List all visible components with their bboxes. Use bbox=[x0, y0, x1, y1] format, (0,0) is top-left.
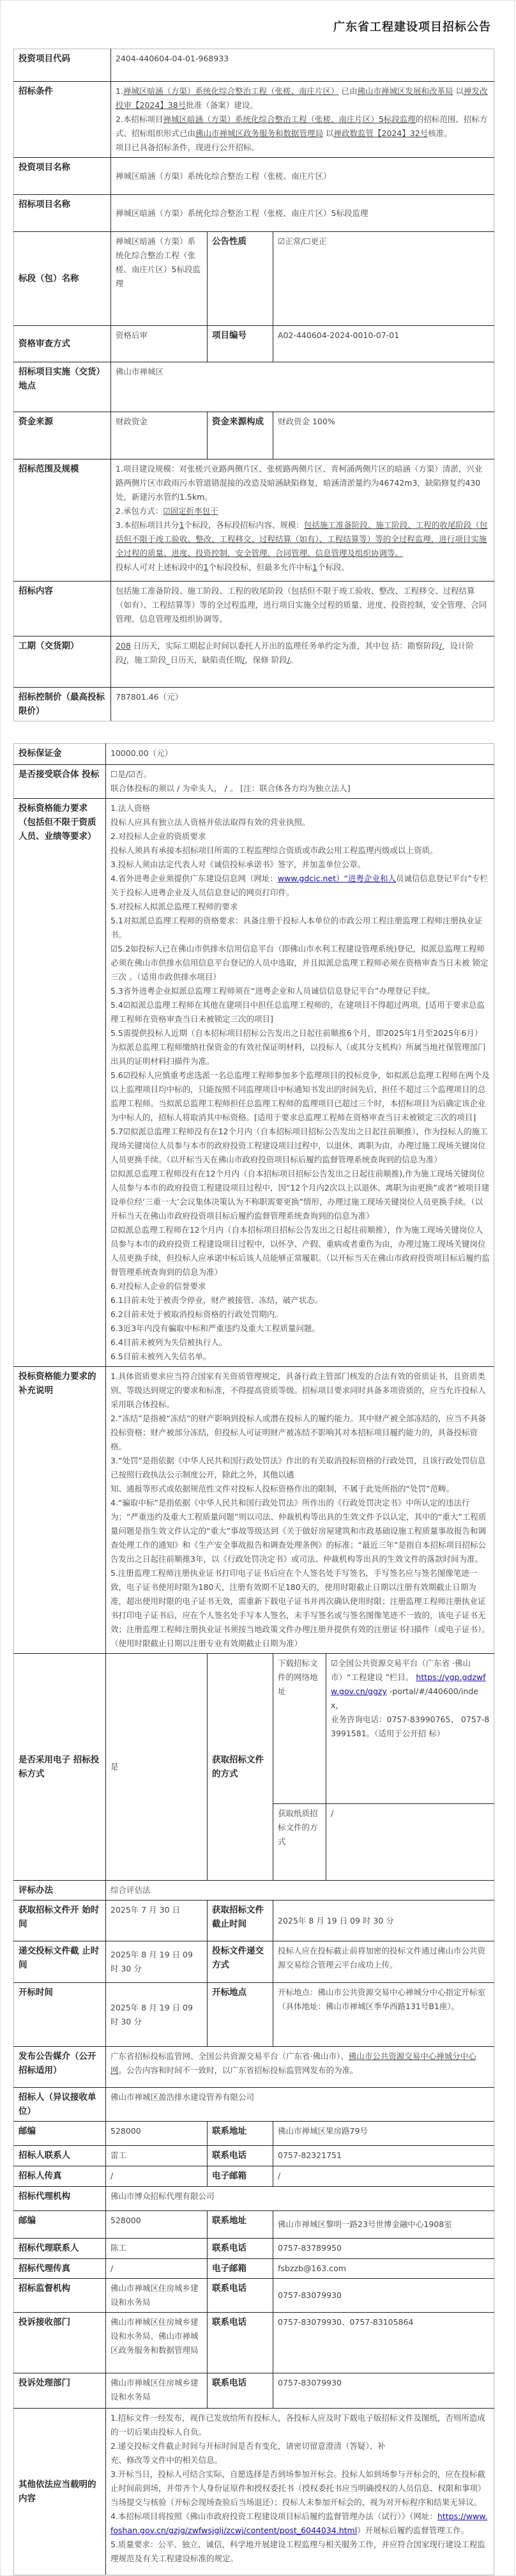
value: 资格后审 bbox=[111, 326, 208, 362]
row-tenderer bbox=[14, 2088, 494, 2122]
period-text bbox=[111, 636, 494, 688]
text: 4.“骗取中标”是指依据《中华人民共和国行政处罚法》所作出的《行政处罚决定书》中所认定的违法行为；“严重违约及重大工程质量问题”则以司法、仲裁机构等出具的生效文件予以认定，其中的“重大”工程质量问题是指生效文件认定的“重大”事故等级达到《关于做好房屋建筑和市政基础设施工程质量事故报告和调查处理工作的通知》和《生产安全事故报告和调查处理条例》的标准；“最近三年”是指自本招标项目招标公告发出之日起往前顺推3年，以《行政处罚决定书》或司法、仲裁机构等出具的生效文件的落款时间为准。 bbox=[110, 1498, 487, 1564]
row-complaint-handle bbox=[14, 2373, 494, 2409]
label: 联系电话 bbox=[208, 2279, 273, 2313]
value: 佛山市禅城区住房城乡建设和水务局 bbox=[106, 2279, 208, 2313]
text: 6.2目前未处于被取消投标资格的行政处罚期内。 bbox=[110, 1309, 283, 1319]
text: 佛山市禅城区政务服务和数据管理局 bbox=[195, 128, 324, 138]
project-info-table bbox=[13, 49, 494, 721]
label: 开标地点 bbox=[208, 1983, 273, 2047]
value: 禅城区暗涵（方渠）系统化综合整治工程（张槎、南庄片区） bbox=[111, 158, 494, 195]
row-other bbox=[14, 2409, 494, 2575]
label: 投诉处理部门 bbox=[14, 2373, 106, 2409]
label: 投标资格能力要求（包括但不限于资质人员、业绩等要求） bbox=[14, 799, 106, 1367]
value: 0757-83079930 bbox=[273, 2373, 494, 2409]
text: 已由 bbox=[341, 86, 358, 96]
row-deposit bbox=[14, 744, 494, 765]
label: 招标人（异议接收单位） bbox=[14, 2088, 106, 2122]
text: 5.6☑投标人应慎重考虑选派一名总监理工程师参加多个监理项目的投标竞争，如拟派总监理工程师在两个及以上监理项目均中标的，只能按照不同监理项目中标通知书发出的时间先后，担任不超过三个监理项目的总监理工程师。当拟派总监理工程师担任总监理工程师的监理项目已超过三个时，本招标项目为后确定该企业为中标人的，招标人将取消其中标资格。[适用于要求总监理工程师在资格审查当日未被锁定三次的项目] bbox=[110, 1070, 490, 1122]
label: 开标时间 bbox=[14, 1983, 106, 2047]
text: 2.对投标人企业的资质要求 bbox=[110, 831, 206, 841]
text: 包括施工准备阶段、施工阶段、工程的收尾阶段（包括但不限于竣工验收、整改、工程移交、过程结算（如有）、工程结算等）等的全过程监理，进行项目实施全过程的质量、进度、投资控制，安全管理、合同管理、信息管理及组织协调等。 bbox=[116, 520, 488, 558]
text: 个标段投标，但最多允许中标 bbox=[208, 562, 312, 572]
text: 2.“冻结”是指被“冻结”的财产影响到投标人或潜在投标人的履约能力。其中财产被全部冻结的，应当不具备投标资格；财产被部分冻结，但投标人可证明财产被冻结不影响其对本招标项目履约能力的，具备投标资格。 bbox=[110, 1414, 486, 1451]
value: 2025年 8 月 19 日 09 时 30 分 bbox=[106, 1983, 208, 2047]
row-qualification bbox=[14, 326, 494, 362]
label: 招标项目名称 bbox=[14, 195, 111, 232]
label: 资格审查方式 bbox=[14, 326, 111, 362]
text: ，保修 阶段 bbox=[245, 655, 287, 665]
value: 528000 bbox=[106, 2211, 208, 2239]
label: 投标文件递交方式 bbox=[208, 1941, 273, 1983]
value: 佛山市禅城区住房城乡建设和水务局、佛山市禅城区政务服务和数据管理局 bbox=[106, 2313, 208, 2373]
text: 禅城区暗涵（方渠）系统化综合整治工程（张槎、南庄片区） bbox=[123, 86, 339, 96]
row-agency-zip bbox=[14, 2211, 494, 2239]
text: 投标人须具有承接本招标项目所需的工程监理综合资质或市政公用工程监理丙级或以上资质。 bbox=[110, 845, 438, 855]
text: 5.质量要求：公平、独立、诚信、科学地开展建设工程监理与相关服务工作，并应符合国家现行建设工程监理规范及有关工程建设标准的规定。 bbox=[110, 2540, 485, 2563]
text: 6.4目前未被列为失信被执行人。 bbox=[110, 1338, 227, 1347]
value: 10000.00（元） bbox=[106, 744, 494, 765]
text: 日历天，实际工期起止时间以委托人开出的监理任务单约定为准，其中包 括：勘察阶段 bbox=[133, 641, 439, 651]
text: 1. bbox=[116, 86, 123, 96]
label: 联系电话 bbox=[208, 2373, 273, 2409]
value: 陈工 bbox=[106, 2239, 208, 2259]
media-text bbox=[106, 2047, 494, 2088]
label: 资金来源 bbox=[14, 412, 111, 459]
row-tenderer-fax bbox=[14, 2166, 494, 2187]
text: / bbox=[287, 655, 290, 665]
text: 投标人应具有独立法人资格并依法取得有效的营业执照。 bbox=[110, 817, 310, 827]
value: 0757-82321751 bbox=[273, 2146, 494, 2166]
text: 5.5需提供投标人近期（自本招标项目招标公告发出之日起往前顺推6个月，即2025年1月至2025年6月）为拟派总监理工程师缴纳社保资金的有效社保证明材料，以投标人（或其分支机构）所属当地社保管理部门出具的证明材料扫描件为准。 bbox=[110, 1028, 486, 1066]
value: A02-440604-2024-0010-07-01 bbox=[273, 326, 494, 362]
text: 6.对投标人企业的信誉要求 bbox=[110, 1281, 206, 1291]
label: 获取招标文件截止时间 bbox=[208, 1901, 273, 1941]
row-supervision bbox=[14, 2279, 494, 2313]
value: fsbzzb@163.com bbox=[273, 2259, 494, 2279]
label: 招标代理机构 bbox=[14, 2187, 106, 2211]
value: 佛山市博众招标代理有限公司 bbox=[106, 2187, 494, 2211]
label: 标段（包）名称 bbox=[14, 232, 111, 326]
text: -portal/#/440600/index， bbox=[331, 1686, 478, 1710]
text: 2.递交投标文件截止时间与开标时间是否有变化，请密切留意澄清（答疑）、补 bbox=[110, 2441, 386, 2451]
text: 以 bbox=[455, 86, 464, 96]
announcement-nature-checkbox: ☑正常/☐更正 bbox=[273, 232, 494, 326]
row-conditions bbox=[14, 82, 494, 158]
row-complaint-recv bbox=[14, 2313, 494, 2373]
row-period bbox=[14, 636, 494, 688]
label: 招标人传真 bbox=[14, 2166, 106, 2187]
label: 邮编 bbox=[14, 2211, 106, 2239]
row-invest-code bbox=[14, 49, 494, 82]
label: 联系地址 bbox=[208, 2211, 273, 2239]
text: 2.承包方式： bbox=[116, 506, 163, 516]
text: 6.3近3年内没有骗取中标和严重违约及重大工程质量问题。 bbox=[110, 1323, 320, 1333]
value: 财政资金 bbox=[111, 412, 208, 459]
text: 5.对投标人拟派总监理工程师的要求 bbox=[110, 902, 238, 911]
text: ，施工阶段_日历天，缺陷责任期 bbox=[126, 655, 242, 665]
text: 5.4☑拟派总监理工程师在其他在建项目中担任总监理工程师的，在建项目不得超过两项。[适用于要求总监理工程师在资格审查当日未被锁定三次的项目] bbox=[110, 1000, 485, 1024]
text: 知、通报等形式或依据规范性文件对投标人投标资格作出的限制，不属于此处所指的“处罚”范畴。 bbox=[110, 1484, 454, 1493]
text: ☑5.2如投标人已在佛山市供排水信用信息平台（即佛山市水利工程建设管理系统)登记，拟派总监理工程师必须在佛山市供排水信用信息平台登记的人员中选取，并且拟派总监理工程师必须在资格审查当日未被 锁定三次 。（适用市政供排水项目） bbox=[110, 944, 489, 982]
text: 5.注册监理工程师注册执业证书打印电子证书后应在个人签名处手写签名，手写签名应与签名图像笔迹一致，电子证书使用时限为180天，注册有效期不足180天的，使用时限截止日期以注册有效期截止日期为准，超出使用时限的电子证书无效，需重新下载电子证书并再次确认使用时限；注册监理工程师注册执业证书打印电子证书后，应在个人签名处手写本人签名，未手写签名或与签名图像笔迹不一致的，该电子证书无效；注册监理工程师注册执业证书须按当地政策文件办理注册并提供有效的注册证书扫描件（或电子证书）。（使用时限截止日期以注册专业有效期截止日期为准） bbox=[110, 1568, 490, 1648]
text: 5.3省外进粤企业拟派总监理工程师须在“进粤企业和人员诚信信息登记平台”办理登记手续。 bbox=[110, 986, 435, 996]
download-text bbox=[326, 1654, 494, 1804]
text: 5.1对拟派总监理工程师的资格要求：具备注册于投标人本单位的市政公用工程注册监理工程师注册执业证书。 bbox=[110, 916, 483, 939]
requirements-text bbox=[106, 799, 494, 1367]
ggzy-portal-link[interactable]: https://ygp.gdzwfw.gov.cn/ggzy bbox=[331, 1672, 486, 1696]
label: 是否接受联合体 投标 bbox=[14, 765, 106, 799]
label: 投资项目名称 bbox=[14, 158, 111, 195]
label: 投诉接收部门 bbox=[14, 2313, 106, 2373]
other-text bbox=[106, 2409, 494, 2575]
value: 是 bbox=[106, 1654, 208, 1881]
label: 招标范围及规模 bbox=[14, 459, 111, 582]
value: 0757-83079930、0757-83105864 bbox=[273, 2313, 494, 2373]
text: 禅发改投审【2024】38号 bbox=[116, 86, 488, 110]
label: 是否采用电子 招标投标方式 bbox=[14, 1654, 106, 1881]
row-agency bbox=[14, 2187, 494, 2211]
value: 528000 bbox=[106, 2122, 208, 2146]
text: 。 bbox=[289, 655, 298, 665]
row-tender-name bbox=[14, 195, 494, 232]
label: 联系电话 bbox=[208, 2239, 273, 2259]
value: 0757-83789950 bbox=[273, 2239, 494, 2259]
value: / bbox=[326, 1804, 494, 1881]
row-tenderer-zip bbox=[14, 2122, 494, 2146]
label: 资金来源构成 bbox=[208, 412, 273, 459]
text: 208 bbox=[116, 641, 131, 651]
text: / bbox=[123, 655, 126, 665]
consortium-checkbox: ☐是/☑否。 bbox=[110, 769, 152, 779]
text: 3.投标人须由法定代表人对《诚信投标承诺书》签字，并加盖单位公章。 bbox=[110, 860, 366, 869]
text: 禅政数监管【2024】32号 bbox=[333, 128, 429, 138]
value: 0757-83079930 bbox=[273, 2279, 494, 2313]
value: 综合评估法 bbox=[106, 1881, 494, 1901]
text: 批准（备案）建设。 bbox=[186, 100, 258, 110]
text: 的招标范围、招标方式、招标组织形式已由 bbox=[116, 114, 488, 138]
text: 充、修改等文件中的相关信息。 bbox=[110, 2455, 223, 2465]
text: 。公告内容和时间不一致时，以广东省招标投标监管网发布的为准。 bbox=[118, 2065, 358, 2075]
label: 投标保证金 bbox=[14, 744, 106, 765]
label: 获取招标文件的方式 bbox=[208, 1654, 273, 1881]
label: 招标代理联系人 bbox=[14, 2239, 106, 2259]
text: 1 bbox=[203, 562, 209, 572]
row-electronic bbox=[14, 1654, 494, 1804]
text: 3.本招标项目共分 bbox=[116, 520, 179, 530]
scope-text bbox=[111, 459, 494, 582]
text: 投标人可对上述标段中的 bbox=[116, 562, 204, 572]
supplement-text bbox=[106, 1367, 494, 1654]
row-control-price bbox=[14, 688, 494, 721]
text: 2.本招标项目 bbox=[116, 114, 163, 124]
value: 佛山市禅城区盈浩排水建设管养有限公司 bbox=[106, 2088, 494, 2122]
text: 4.省外进粤企业须提供广东建设信息网（网址： bbox=[110, 874, 278, 883]
text: 员诚信信息登记平台”专栏关于投标人进粤企业及人员信息登记的网页打印件。 bbox=[110, 874, 488, 897]
text bbox=[110, 872, 490, 900]
row-content bbox=[14, 582, 494, 636]
label: 招标内容 bbox=[14, 582, 111, 636]
row-media bbox=[14, 2047, 494, 2088]
value: 佛山市禅城区果房路79号 bbox=[273, 2122, 494, 2146]
value: 雷工 bbox=[106, 2146, 208, 2166]
text: 1 bbox=[312, 562, 317, 572]
text: 核准。 bbox=[428, 128, 452, 138]
label: 获取招标文件开 始时间 bbox=[14, 1901, 106, 1941]
row-funding bbox=[14, 412, 494, 459]
label: 招标人联系人 bbox=[14, 2146, 106, 2166]
text: 项目已具备招标条件，现进行公开招标。 bbox=[116, 143, 260, 152]
tender-details-table bbox=[13, 743, 494, 2575]
row-opening bbox=[14, 1983, 494, 2047]
text: 个标段，各标段招标内容、规模： bbox=[184, 520, 304, 530]
row-agency-fax bbox=[14, 2259, 494, 2279]
text: 5.7☑拟派总监理工程师没有在12个月内（自本招标项目招标公告发出之日起往前顺推），作为投标人的施工现场关键岗位人员参与本市的政府投资工程建设项目过程中，以退休、离职为由，办理过施工现场关键岗位人员更换手续。（以开标当天在佛山市政府投资项目标后履约监督管理系统查询到的信息为准） bbox=[110, 1127, 488, 1164]
label: 电子邮箱 bbox=[208, 2166, 273, 2187]
text: 1.项目建设规模：对张槎兴业路两侧片区、张槎路两侧片区、青柯涌两侧片区的暗涵（方渠）清淤，兴业路两侧片区市政雨污水管道错混接的改造及暗涵缺陷修复，暗涵清淤量约为46742m3，缺陷修复约430处，新建污水管约1.5km。 bbox=[116, 464, 483, 502]
text: 佛山市公共资源交易中心禅城分中心网 bbox=[110, 2051, 476, 2075]
label: 发布公告媒介（公开招标适用） bbox=[14, 2047, 106, 2088]
text: 6.5目前未被列入失信名单。 bbox=[110, 1352, 211, 1361]
value: 787801.46（元） bbox=[111, 688, 494, 721]
text: ☑全国公共资源交易平台（广东省 ·佛山市）“工程建设 ”栏目。 bbox=[331, 1658, 471, 1682]
label: 招标控制价（最高投标限价） bbox=[14, 688, 111, 721]
label: 招标项目实施（交货）地点 bbox=[14, 362, 111, 412]
value: 开标地点：佛山市公共资源交易中心禅城分中心指定开标室（具体地址：佛山市禅城区季华西路131号B1座）。 bbox=[273, 1983, 494, 2047]
value: 佛山市禅城区 bbox=[111, 362, 494, 412]
text: 6.1目前未处于被责令停业，财产被接管、冻结，破产状态。 bbox=[110, 1295, 323, 1305]
text: / bbox=[242, 655, 245, 665]
value: 包括施工准备阶段、施工阶段、工程的收尾阶段（包括但不限于竣工验收、整改、工程移交、过程结算（如有）、工程结算等）等的全过程监理，进行项目实施全过程的质量、进度、投资控制，安全管理、合同管理、信息管理及组织协调等。 bbox=[111, 582, 494, 636]
text: ，设计阶段 bbox=[116, 641, 474, 665]
text: 1.具体资质要求应当符合国家有关资质管理规定，具备行政主管部门核发的合法有效的资质证书，且资质类别、等级达到规定的要求和标准，不得提高资质等级。招标项目要求同时具备多项资质的，应当允许投标人采用联合体投标。 bbox=[110, 1371, 486, 1409]
text: 业务咨询电话：0757-83990765、 0757-83991581。（适用于公开招 标） bbox=[331, 1715, 490, 1738]
value: 禅城区暗涵（方渠）系统化综合整治工程（张槎、南庄片区）5标段监理 bbox=[111, 232, 208, 326]
text: 禅城区暗涵（方渠）系统化综合整治工程（张槎、南庄片区）5标段监理 bbox=[163, 114, 416, 124]
label: 工期（交货期） bbox=[14, 636, 111, 688]
value: 2025年 8 月 19 日 09 时 30 分 bbox=[273, 1901, 494, 1941]
value: / bbox=[273, 2166, 494, 2187]
page-title: 广东省工程建设项目招标公告 bbox=[333, 20, 491, 34]
label: 投标资格能力要求的补充说明 bbox=[14, 1367, 106, 1654]
row-agency-contact bbox=[14, 2239, 494, 2259]
text: ）开展标后履约监督管理工作。 bbox=[357, 2526, 469, 2535]
row-tenderer-contact bbox=[14, 2146, 494, 2166]
row-location bbox=[14, 362, 494, 412]
text: 1 bbox=[179, 520, 185, 530]
text: 1.法人资格 bbox=[110, 803, 150, 813]
label: 联系电话 bbox=[208, 2313, 273, 2373]
row-consortium bbox=[14, 765, 494, 799]
value: 2404-440604-04-01-968933 bbox=[111, 49, 494, 82]
value: 财政资金 100% bbox=[273, 412, 494, 459]
consortium-text bbox=[106, 765, 494, 799]
row-supplement bbox=[14, 1367, 494, 1654]
row-submit bbox=[14, 1941, 494, 1983]
text: ☑拟派总监理工程师没有在12个月内（自本招标项目招标公告发出之日起往前顺推),作为施工现场关键岗位人员参与本市的政府投资工程建设项目过程中，因“12个月内2次以上以退休、离职为由更换”或者“被项目建设单位经‘三重一大’会议集体决策认为不称职需要更换”情形，办理过施工现场关键岗位人员更换手续。（以开标当天在佛山市政府投资项目标后履约监督管理系统查询到的信息为准） bbox=[110, 1169, 490, 1221]
text: 广东省招标投标监管网、全国公共资源交易平台（广东省·佛山市）、 bbox=[110, 2051, 349, 2061]
text: 3.“处罚”是指依据《中华人民共和国行政处罚法》作出的有关取消投标资格的行政处罚，且该行政处罚信息已按照行政执法公示制度公开，除此之外，其他以通 bbox=[110, 1456, 486, 1479]
gdcic-link[interactable]: www.gdcic.net）“进粤企业和人 bbox=[277, 874, 396, 883]
label: 下载招标文件的网络地址 bbox=[273, 1654, 326, 1804]
text: 佛山市禅城区发展和改革局 bbox=[357, 86, 453, 96]
text: 个标段。 bbox=[317, 562, 349, 572]
label: 招标代理传真 bbox=[14, 2259, 106, 2279]
value: 佛山市禅城区黎明一路23号世博金融中心1908室 bbox=[273, 2211, 494, 2239]
text: 以 bbox=[326, 128, 334, 138]
label: 联系电话 bbox=[208, 2146, 273, 2166]
value: 2025年 8 月 19 日 09 时 30 分 bbox=[106, 1941, 208, 1983]
value: 投标人应在投标截止前将加密的投标文件通过佛山市公共资源交易综合管理云平台成功上传。 bbox=[273, 1941, 494, 1983]
row-scope bbox=[14, 459, 494, 582]
row-requirements bbox=[14, 799, 494, 1367]
label: 邮编 bbox=[14, 2122, 106, 2146]
label: 电子邮箱 bbox=[208, 2259, 273, 2279]
label: 投资项目代码 bbox=[14, 49, 111, 82]
value: 佛山市禅城区住房城乡建设和水务局 bbox=[106, 2373, 208, 2409]
text: ☑拟派总监理工程师在12个月内（自本招标项目招标公告发出之日起往前顺推），作为施工现场关键岗位人员参与本市的政府投资工程建设项目过程中，以怀孕、产假、重病或者重伤为由，办理过施工现场关键岗位人员更换手续，但投标人应承诺中标后该人员能够正常履职。（以开标当天在佛山市政府投资项目标后履约监督管理系统查询到的信息为准） bbox=[110, 1225, 490, 1277]
label: 其他依法应当载明的内容 bbox=[14, 2409, 106, 2575]
text: / bbox=[439, 641, 443, 651]
label: 招标监督机构 bbox=[14, 2279, 106, 2313]
text bbox=[110, 2510, 490, 2538]
value: 禅城区暗涵（方渠）系统化综合整治工程（张槎、南庄片区）5标段监理 bbox=[111, 195, 494, 232]
label: 递交投标文件截 止时间 bbox=[14, 1941, 106, 1983]
row-obtain-time bbox=[14, 1901, 494, 1941]
row-invest-name bbox=[14, 158, 494, 195]
label: 公告性质 bbox=[208, 232, 273, 326]
label: 联系地址 bbox=[208, 2122, 273, 2146]
label: 获取纸质招标文件的方式 bbox=[273, 1804, 326, 1881]
value: / bbox=[106, 2259, 208, 2279]
text: 联合体投标的须以 / 为牵头人， / 。 [注：联合体各方均为独立法人] bbox=[110, 783, 351, 793]
value: / bbox=[106, 2166, 208, 2187]
text: 3.开标当日，投标人可结合实际，自愿选择是否到场参加开标会。投标人如到场参与开标会的，应在投标截止时间前到场，并带齐个人身份证原件和授权委托书（授权委托书应当明确授权的人员信息、权限和事项）当场提交与核验（开标会现场查验后当场退还）；投标人未参加开标会的，视为对开标程序和结果无异议。 bbox=[110, 2469, 486, 2507]
conditions-text bbox=[111, 82, 494, 158]
label: 项目编号 bbox=[208, 326, 273, 362]
row-section bbox=[14, 232, 494, 326]
text: 4.本招标项目将按照《佛山市政府投资工程建设项目标后履约监督管理办法（试行）》（网址： bbox=[110, 2511, 437, 2521]
value: 2025年 7 月 30 日 bbox=[106, 1901, 208, 1941]
contract-method-checkbox: ☑固定折率包干 bbox=[163, 506, 218, 516]
label: 招标条件 bbox=[14, 82, 111, 158]
label: 评标办法 bbox=[14, 1881, 106, 1901]
text: 1.招标文件一经发布，视作已发放给所有投标人，各投标人应及时下载电子版招标文件及图纸，否则所造成的一切后果由投标人自负。 bbox=[110, 2413, 485, 2437]
row-evaluation bbox=[14, 1881, 494, 1901]
foshan-policy-link[interactable]: https://www.foshan.gov.cn/gzjg/zwfwsjglj/zcwj/content/post_6044034.html bbox=[110, 2511, 488, 2535]
